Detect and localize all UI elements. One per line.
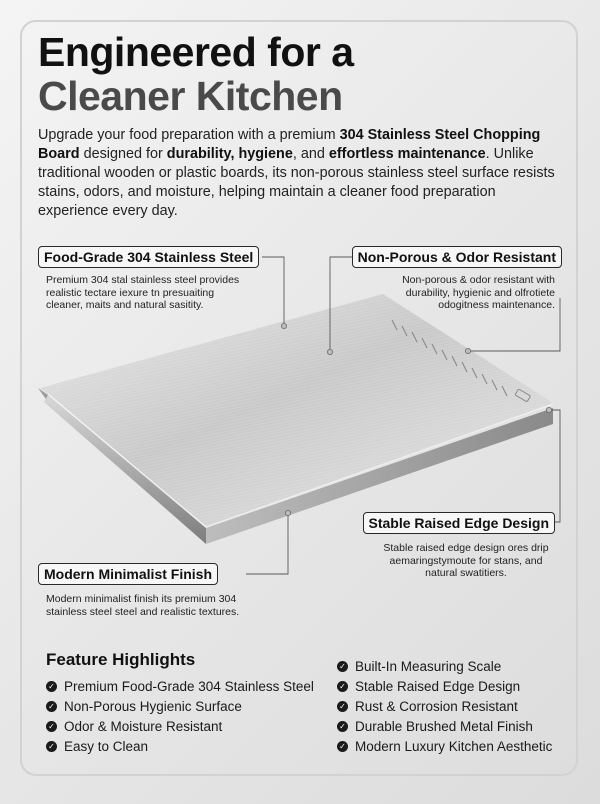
title-line-1: Engineered for a [38, 29, 354, 75]
callout-minimalist-desc-line: Modern minimalist finish its premium 304 [46, 593, 237, 605]
callout-minimalist-desc [46, 593, 286, 618]
feature-label: Rust & Corrosion Resistant [355, 698, 518, 714]
callout-food-grade-desc-line: Premium 304 stal stainless steel provides [46, 274, 240, 286]
intro-bold-1: 304 Stainless Steel Chopping Board [38, 127, 541, 162]
feature-item [337, 716, 552, 736]
feature-item [46, 676, 314, 696]
check-circle-icon: ✓ [337, 681, 348, 692]
feature-label: Modern Luxury Kitchen Aesthetic [355, 738, 553, 754]
callout-food-grade-title: Food-Grade 304 Stainless Steel [38, 246, 259, 268]
intro-bold-2: durability, hygiene [166, 146, 293, 162]
feature-highlights-title: Feature Highlights [46, 650, 196, 669]
callout-stable-edge-desc-line: aemaringstymoute for stans, and [389, 554, 543, 567]
check-circle-icon: ✓ [46, 681, 57, 692]
check-circle-icon: ✓ [46, 721, 57, 732]
intro-text-4: . Unlike traditional wooden or plastic boards, its non-porous stainless steel surface resists stains, odors, and moisture, helping maintain a cleaner food preparation experience every day. [38, 146, 555, 219]
callout-non-porous-desc-line: Non-porous & odor resistant with [402, 274, 555, 286]
feature-label: Premium Food-Grade 304 Stainless Steel [64, 678, 314, 694]
callout-food-grade-desc [46, 274, 286, 312]
feature-label: Stable Raised Edge Design [355, 678, 521, 694]
callout-dot-food-grade [281, 323, 286, 328]
callout-non-porous-title: Non-Porous & Odor Resistant [352, 246, 562, 268]
intro-bold-3: effortless maintenance [328, 146, 486, 162]
callout-non-porous-desc-line: durability, hygienic and olfrotiete [405, 286, 555, 299]
feature-item [46, 716, 314, 736]
callout-stable-edge-desc [368, 542, 564, 580]
callout-dot-minimalist [285, 510, 290, 515]
callout-dot-scale [465, 348, 470, 353]
feature-item [46, 696, 314, 716]
feature-list-left [46, 676, 314, 756]
feature-label: Durable Brushed Metal Finish [355, 718, 533, 734]
check-circle-icon: ✓ [337, 701, 348, 712]
callout-food-grade-desc-line: cleaner, maits and natural sasitity. [46, 299, 204, 311]
feature-item [337, 736, 552, 756]
intro-text-1: Upgrade your food preparation with a premium [38, 127, 340, 143]
callout-minimalist-title: Modern Minimalist Finish [38, 563, 218, 585]
feature-item [46, 736, 314, 756]
callout-food-grade-desc-line: realistic tectare iexure tn presuaiting [46, 286, 215, 299]
callout-stable-edge-desc-line: Stable raised edge design ores drip [383, 542, 549, 554]
check-circle-icon: ✓ [337, 721, 348, 732]
callout-non-porous-desc-line: odogitness maintenance. [438, 299, 555, 311]
check-circle-icon: ✓ [337, 661, 348, 672]
feature-item [337, 676, 552, 696]
check-circle-icon: ✓ [46, 701, 57, 712]
feature-label: Easy to Clean [64, 738, 149, 754]
feature-item [337, 656, 552, 676]
feature-label: Built-In Measuring Scale [355, 658, 502, 674]
feature-label: Non-Porous Hygienic Surface [64, 698, 242, 714]
feature-item [337, 696, 552, 716]
callout-non-porous-desc [355, 274, 555, 312]
callout-dot-non-porous [327, 349, 332, 354]
check-circle-icon: ✓ [337, 741, 348, 752]
callout-dot-stable-edge [546, 407, 551, 412]
intro-text-2: designed for [79, 146, 167, 162]
feature-list-right [337, 656, 552, 756]
callout-stable-edge-title: Stable Raised Edge Design [363, 512, 556, 534]
callout-minimalist-desc-line: stainless steel steel and realistic textures. [46, 605, 240, 618]
intro-text-3: , and [292, 146, 329, 162]
title-line-2: Cleaner Kitchen [38, 73, 343, 119]
feature-label: Odor & Moisture Resistant [64, 718, 223, 734]
callout-stable-edge-desc-line: natural swatitiers. [425, 567, 507, 579]
check-circle-icon: ✓ [46, 741, 57, 752]
